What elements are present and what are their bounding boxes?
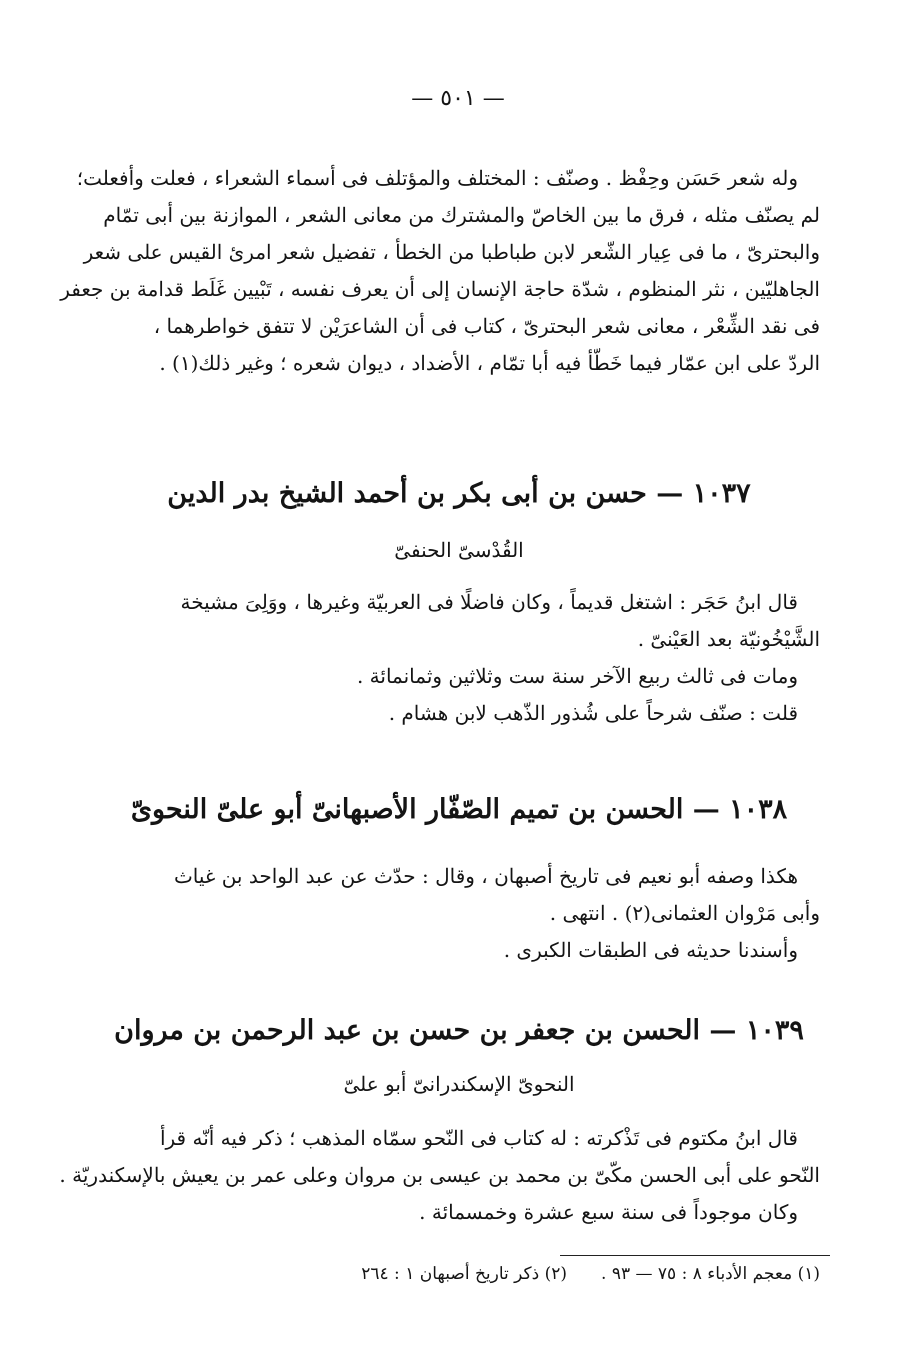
entry-subtitle-1039: النحوىّ الإسكندرانىّ أبو علىّ	[343, 1072, 575, 1096]
entry-subtitle-1037: القُدْسىّ الحنفىّ	[394, 538, 524, 562]
text-line: الجاهليّين ، نثر المنظوم ، شدّة حاجة الإنسان إلى أن يعرف نفسه ، تَبْيين غَلَط قدامة بن جعفر	[60, 277, 820, 301]
text-line: النّحو على أبى الحسن مكّىّ بن محمد بن عيسى بن مروان وعلى عمر بن يعيش بالإسكندريّة .	[59, 1163, 820, 1187]
intro-paragraph	[60, 160, 820, 382]
text-line: هكذا وصفه أبو نعيم فى تاريخ أصبهان ، وقال : حدّث عن عبد الواحد بن غياث	[173, 864, 798, 888]
text-line: فى نقد الشِّعْر ، معانى شعر البحترىّ ، كتاب فى أن الشاعرَيْن لا تتفق خواطرهما ،	[153, 314, 820, 338]
text-line: والبحترىّ ، ما فى عِيار الشّعر لابن طباطبا من الخطأ ، تفضيل شعر امرئ القيس على شعر	[83, 240, 820, 264]
text-line: وله شعر حَسَن وحِفْظ . وصنّف : المختلف والمؤتلف فى أسماء الشعراء ، فعلت وأفعلت؛	[76, 166, 798, 190]
text-line: قلت : صنّف شرحاً على شُذور الذّهب لابن هشام .	[388, 701, 798, 725]
entry-body-1039	[59, 1120, 820, 1231]
page-number: — ٥٠١ —	[411, 86, 505, 111]
text-line: وأبى مَرْوان العثمانى(٢) . انتهى .	[549, 901, 820, 925]
text-line: وأسندنا حديثه فى الطبقات الكبرى .	[503, 938, 798, 962]
text-line: الردّ على ابن عمّار فيما خَطّأ فيه أبا تمّام ، الأضداد ، ديوان شعره ؛ وغير ذلك(١) .	[159, 351, 820, 375]
entry-title-1039: ١٠٣٩ — الحسن بن جعفر بن حسن بن عبد الرحمن بن مروان	[114, 1015, 804, 1046]
text-line: وكان موجوداً فى سنة سبع عشرة وخمسمائة .	[419, 1200, 798, 1224]
text-line: الشَّيْخُونيّة بعد العَيْنىّ .	[637, 627, 820, 651]
entry-body-1038	[98, 858, 820, 969]
text-line: ومات فى ثالث ربيع الآخر سنة ست وثلاثين وثمانمائة .	[356, 664, 798, 688]
entry-body-1037	[98, 584, 820, 732]
footnote-divider	[560, 1255, 830, 1256]
text-line: قال ابنُ مكتوم فى تَذْكرته : له كتاب فى النّحو سمّاه المذهب ؛ ذكر فيه أنّه قرأ	[159, 1126, 798, 1150]
text-line: لم يصنّف مثله ، فرق ما بين الخاصّ والمشترك من معانى الشعر ، الموازنة بين أبى تمّام	[103, 203, 820, 227]
footnotes	[220, 1264, 820, 1284]
footnote-1: (١) معجم الأدباء ٨ : ٧٥ — ٩٣ .	[601, 1264, 820, 1284]
entry-title-1037: ١٠٣٧ — حسن بن أبى بكر بن أحمد الشيخ بدر الدين	[167, 478, 751, 509]
text-line: قال ابنُ حَجَر : اشتغل قديماً ، وكان فاضلًا فى العربيّة وغيرها ، ووَلِىَ مشيخة	[180, 590, 798, 614]
footnote-2: (٢) ذكر تاريخ أصبهان ١ : ٢٦٤	[361, 1264, 568, 1284]
entry-title-1038: ١٠٣٨ — الحسن بن تميم الصّفّار الأصبهانىّ أبو علىّ النحوىّ	[130, 794, 788, 825]
